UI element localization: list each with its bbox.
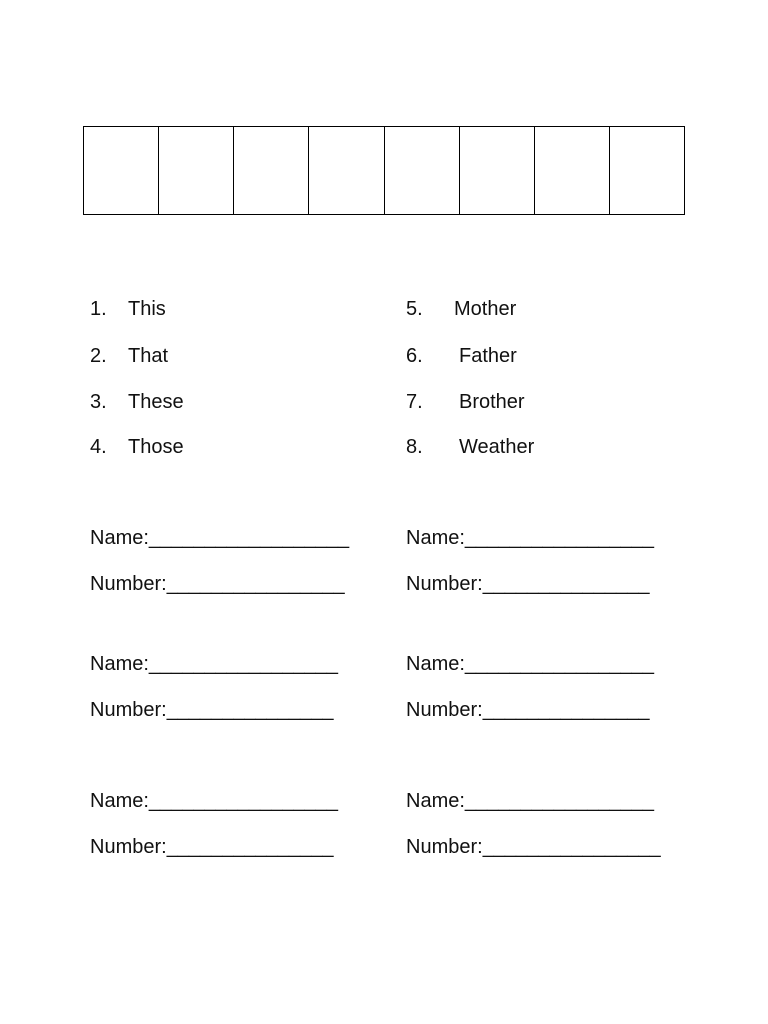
number-field-5[interactable]: Number:_______________: [90, 836, 334, 858]
word-item-2: [90, 344, 169, 368]
word-number: 2.: [90, 345, 107, 367]
name-field-5[interactable]: Name:_________________: [90, 790, 338, 812]
name-field-2[interactable]: Name:_________________: [406, 527, 654, 549]
word-text: Those: [128, 436, 184, 458]
name-field-4[interactable]: Name:_________________: [406, 653, 654, 675]
number-field-1[interactable]: Number:________________: [90, 573, 345, 595]
word-number: 6.: [406, 345, 423, 367]
answer-box-4[interactable]: [309, 127, 384, 214]
word-number: 5.: [406, 298, 423, 320]
word-item-5: [406, 297, 517, 321]
number-field-2[interactable]: Number:_______________: [406, 573, 650, 595]
word-text: Father: [459, 345, 517, 367]
word-item-7: [406, 390, 525, 414]
word-text: This: [128, 298, 166, 320]
word-number: 1.: [90, 298, 107, 320]
word-number: 4.: [90, 436, 107, 458]
answer-box-1[interactable]: [84, 127, 159, 214]
word-number: 7.: [406, 391, 423, 413]
word-text: Mother: [454, 298, 517, 320]
word-number: 3.: [90, 391, 107, 413]
answer-box-2[interactable]: [159, 127, 234, 214]
number-field-4[interactable]: Number:_______________: [406, 699, 650, 721]
answer-box-8[interactable]: [610, 127, 684, 214]
word-text: Brother: [459, 391, 525, 413]
word-item-3: [90, 390, 184, 414]
number-field-6[interactable]: Number:________________: [406, 836, 661, 858]
number-field-3[interactable]: Number:_______________: [90, 699, 334, 721]
answer-box-6[interactable]: [460, 127, 535, 214]
name-field-6[interactable]: Name:_________________: [406, 790, 654, 812]
word-item-4: [90, 435, 184, 459]
answer-box-7[interactable]: [535, 127, 610, 214]
word-item-8: [406, 435, 535, 459]
name-field-1[interactable]: Name:__________________: [90, 527, 350, 549]
word-text: That: [128, 345, 169, 367]
word-text: These: [128, 391, 184, 413]
word-number: 8.: [406, 436, 423, 458]
word-item-6: [406, 344, 517, 368]
answer-box-3[interactable]: [234, 127, 309, 214]
word-item-1: [90, 297, 166, 321]
name-field-3[interactable]: Name:_________________: [90, 653, 338, 675]
word-text: Weather: [459, 436, 535, 458]
answer-box-5[interactable]: [385, 127, 460, 214]
answer-box-grid: [83, 126, 685, 215]
